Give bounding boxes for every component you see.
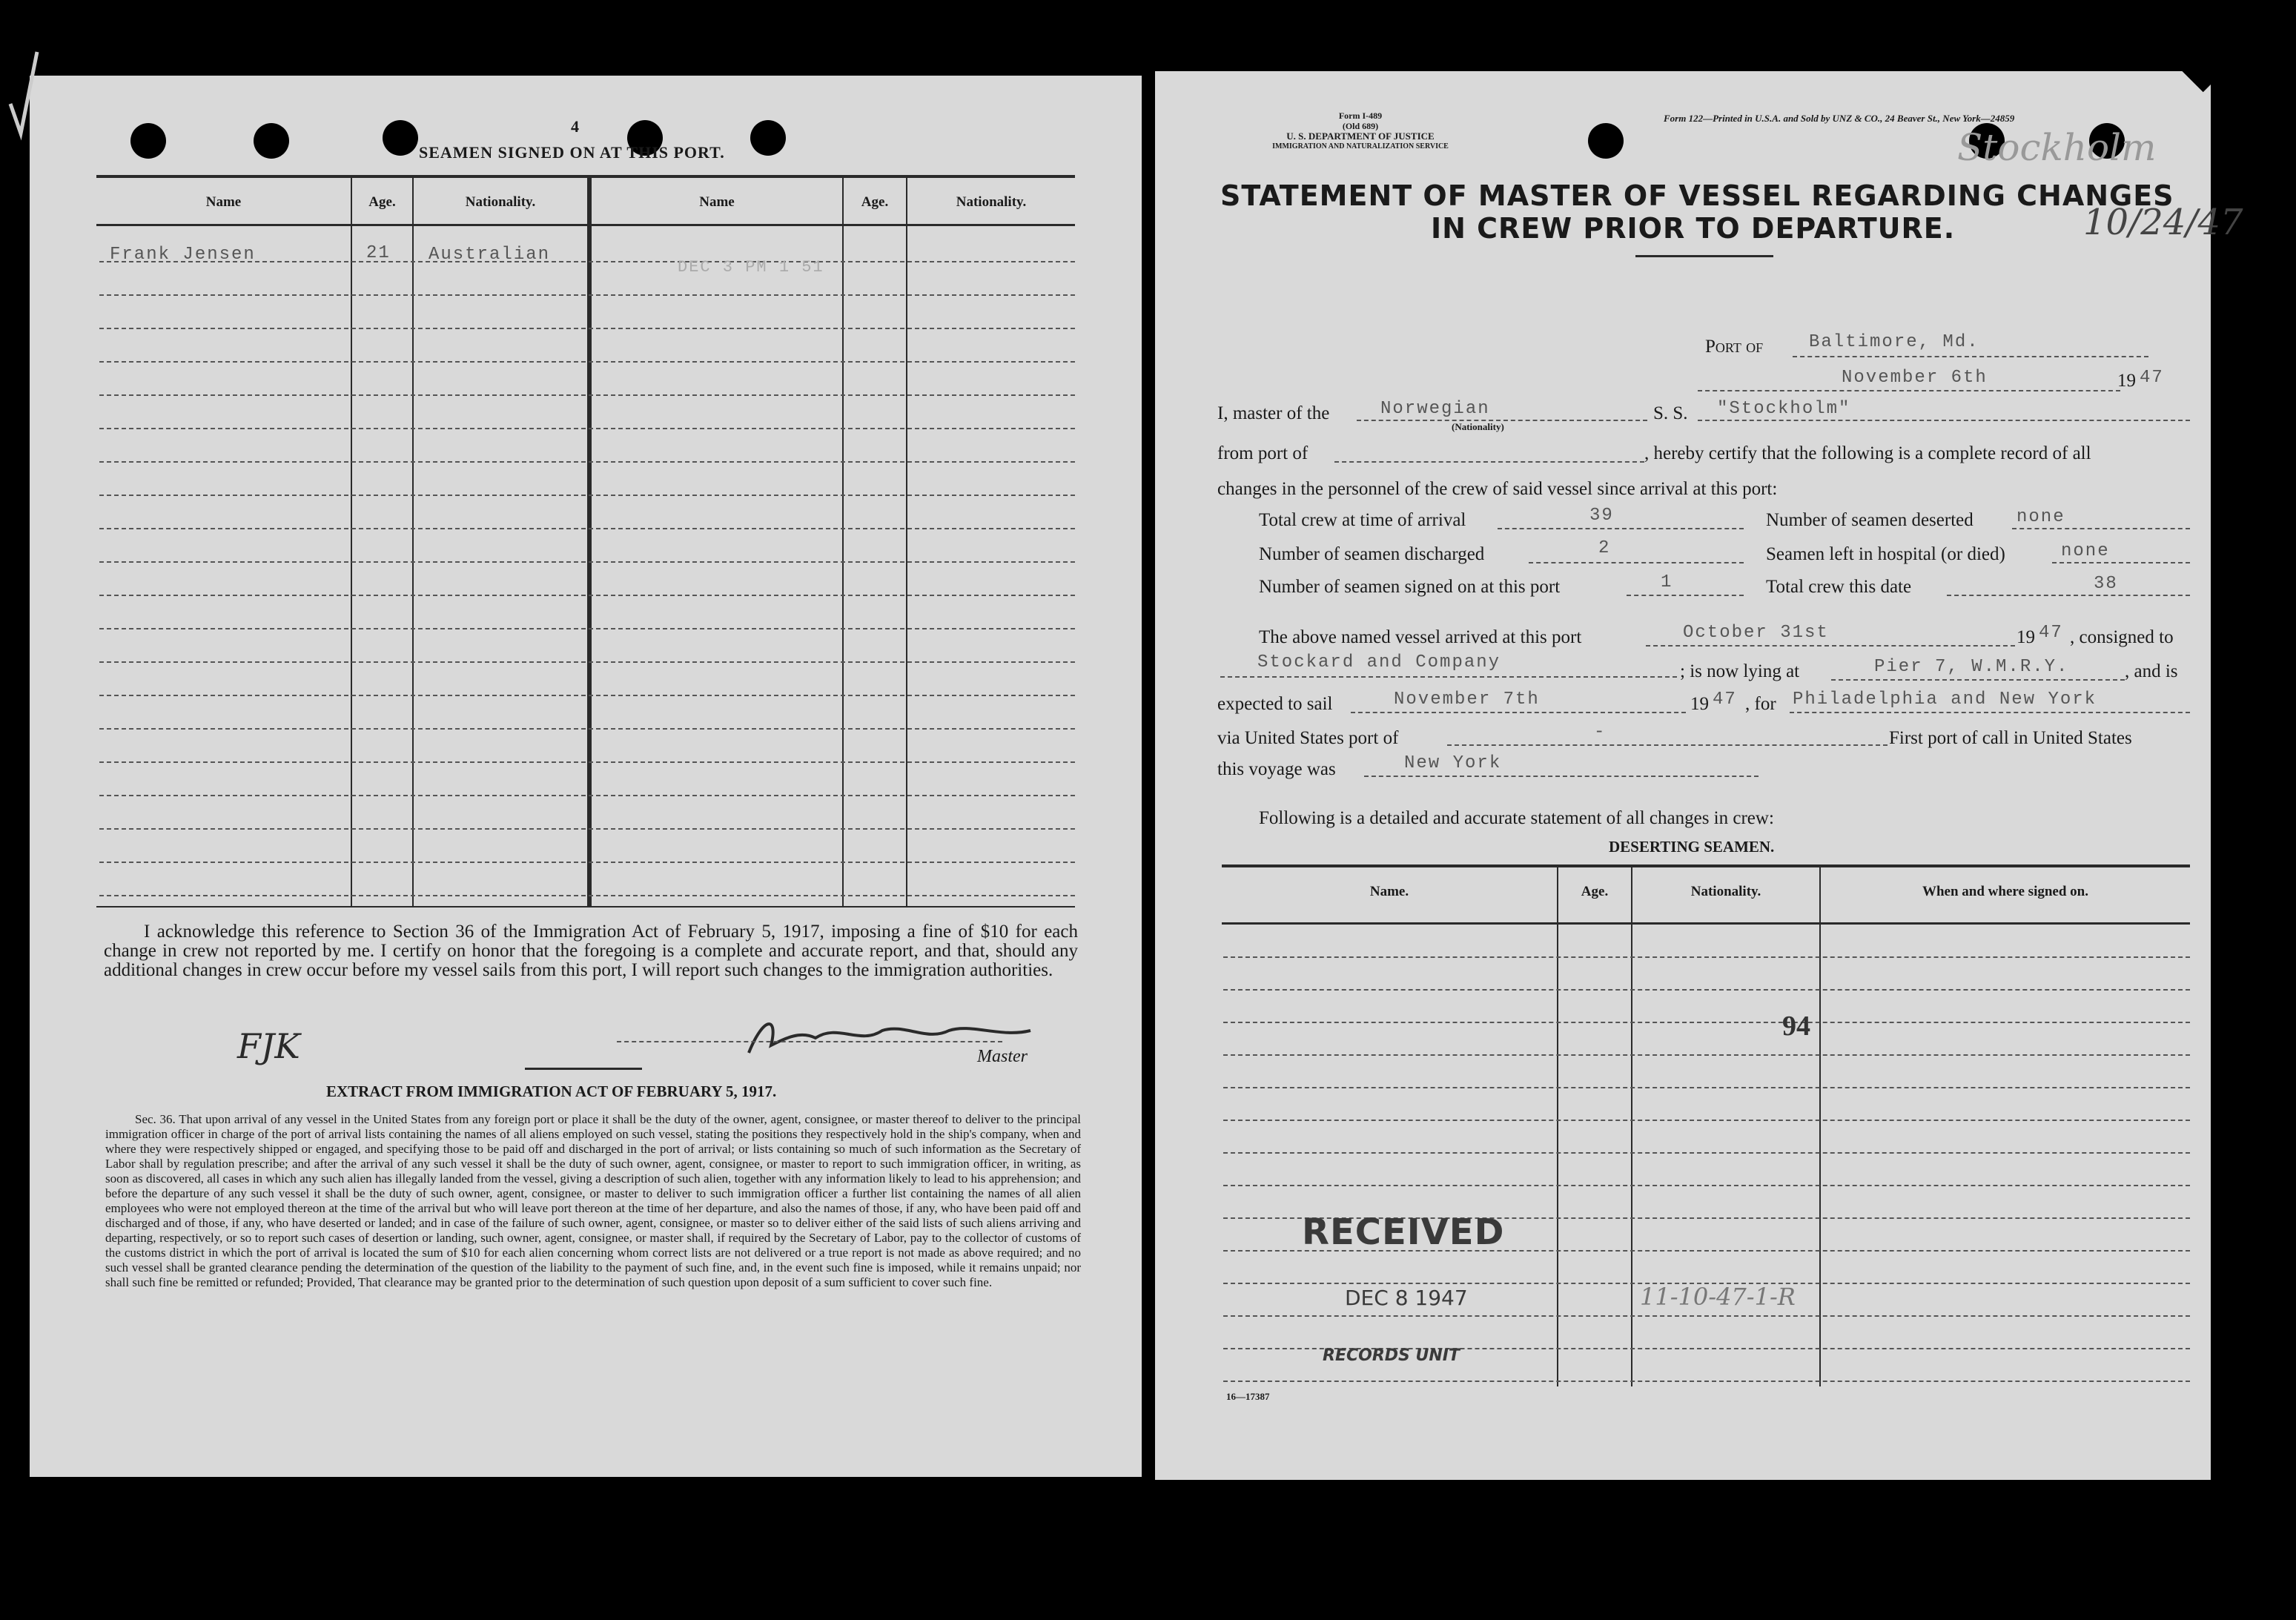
column-header-name: Name bbox=[205, 194, 242, 210]
ruling-line bbox=[99, 895, 1075, 896]
ruling-line bbox=[1223, 1022, 2190, 1023]
field-line bbox=[1529, 562, 1744, 563]
ruling-line bbox=[99, 495, 1075, 496]
ruling-line bbox=[1223, 1185, 2190, 1186]
date-field-line bbox=[1698, 390, 2120, 391]
ruling-line bbox=[1223, 1315, 2190, 1317]
consigned-label: , consigned to bbox=[2070, 627, 2174, 647]
arrived-value: October 31st bbox=[1683, 623, 1829, 643]
ruling-line bbox=[1223, 1152, 2190, 1154]
records-unit-stamp: RECORDS UNIT bbox=[1323, 1346, 1460, 1365]
year-prefix: 19 bbox=[2017, 627, 2035, 647]
ruling-line bbox=[99, 595, 1075, 596]
total-arrival-label: Total crew at time of arrival bbox=[1259, 510, 1466, 530]
deserted-value: none bbox=[2017, 507, 2065, 527]
column-divider bbox=[351, 178, 352, 906]
field-line bbox=[1646, 645, 2015, 647]
table-bottom-rule bbox=[96, 906, 1075, 907]
signature-line bbox=[617, 1041, 1002, 1042]
punch-hole bbox=[383, 120, 418, 156]
extract-text: Sec. 36. That upon arrival of any vessel in the United States from any foreign port or place it shall be the duty of the owner, agent, consignee, or master thereof to deliver to the principal immigration officer in charge of the port of arrival lists containing the names of all aliens employed on such vessel, stating the positions they respectively hold in the ship's company, when and where they were respectively shipped or engaged, and specifying those to be paid off and discharged in the port of arrival; or lists containing so much of such information as the Secretary of Labor shall by regulation prescribe; and after the arrival of any such vessel it shall be the duty of such owner, agent, consignee, or master to report to such immigration officer, in writing, as soon as discovered, all cases in which any such alien has illegally landed from the vessel, giving a description of such alien, together with any information likely to lead to his apprehension; and before the departure of any such vessel it shall be the duty of such owner, agent, consignee, or master to deliver to such immigration officer a further list containing the names of all alien employees who were not employed thereon at the time of the arrival but who will leave port thereon at the time of her departure, and also the names of those, if any, who have been paid off and discharged and of those, if any, who have deserted or landed; and in case of the failure of such owner, agent, consignee, or master so to deliver either of the said lists of such aliens arriving and departing, respectively, or so to report such cases of desertion or landing, such owner, agent, consignee, or master shall, if required by the Secretary of Labor, pay to the collector of customs of the customs district in which the port of arrival is located the sum of $10 for each alien concerning whom correct lists are not delivered or a true report is not made as above required; and no such vessel shall be granted clearance pending the determination of the question of the liability to the payment of such fine, and, in the event such fine is imposed, while it remains unpaid; nor shall such fine be remitted or refunded; Provided, That clearance may be granted prior to the determination of such question upon deposit of a sum sufficient to cover such fine. bbox=[105, 1112, 1081, 1289]
crew-name-cell: Frank Jensen bbox=[110, 245, 256, 265]
signed-on-value: 1 bbox=[1661, 572, 1673, 592]
year-prefix: 19 bbox=[1690, 694, 1709, 714]
form-title-line2: IN CREW PRIOR TO DEPARTURE. bbox=[1431, 212, 1956, 245]
ruling-line bbox=[99, 361, 1075, 363]
field-line bbox=[1627, 595, 1744, 596]
discharged-label: Number of seamen discharged bbox=[1259, 544, 1485, 564]
field-line bbox=[1498, 528, 1744, 529]
footer-code: 16—17387 bbox=[1226, 1391, 1270, 1402]
table-top-rule bbox=[1222, 864, 2190, 867]
expected-value: November 7th bbox=[1394, 690, 1540, 710]
column-header-signed-on: When and where signed on. bbox=[1922, 884, 2088, 899]
field-line bbox=[1447, 744, 1888, 746]
ruling-line bbox=[99, 761, 1075, 763]
punch-hole bbox=[254, 123, 289, 159]
column-divider bbox=[1631, 867, 1632, 1386]
total-arrival-value: 39 bbox=[1589, 506, 1614, 526]
for-label: , for bbox=[1745, 694, 1776, 714]
field-line bbox=[2012, 528, 2190, 529]
changes-text: changes in the personnel of the crew of said vessel since arrival at this port: bbox=[1217, 479, 1778, 499]
lying-label: ; is now lying at bbox=[1680, 661, 1800, 681]
form-number: Form I-489 bbox=[1338, 110, 1383, 121]
field-line bbox=[2052, 562, 2190, 563]
ship-field-line bbox=[1698, 420, 2190, 421]
lying-value: Pier 7, W.M.R.Y. bbox=[1874, 657, 2069, 677]
table-header-rule bbox=[1222, 922, 2190, 925]
voyage-label: this voyage was bbox=[1217, 759, 1336, 779]
ruling-line bbox=[1223, 956, 2190, 958]
date-value: November 6th bbox=[1842, 368, 1988, 388]
hospital-value: none bbox=[2061, 541, 2110, 561]
year-prefix: 19 bbox=[2117, 371, 2136, 391]
column-divider bbox=[842, 178, 844, 906]
deserting-heading: DESERTING SEAMEN. bbox=[1609, 838, 1775, 856]
handwritten-code: 11-10-47-1-R bbox=[1640, 1283, 1796, 1311]
service-name: IMMIGRATION AND NATURALIZATION SERVICE bbox=[1272, 142, 1449, 151]
handwritten-date: 10/24/47 bbox=[2083, 202, 2243, 243]
punch-hole bbox=[130, 123, 166, 159]
nationality-caption: (Nationality) bbox=[1452, 421, 1504, 432]
received-date: DEC 8 1947 bbox=[1345, 1286, 1468, 1310]
column-header-age: Age. bbox=[368, 194, 396, 210]
initials-signature: FJK bbox=[237, 1026, 300, 1066]
master-label: Master bbox=[977, 1047, 1028, 1066]
form-old-number: (Old 689) bbox=[1342, 121, 1379, 131]
check-mark-icon bbox=[4, 44, 42, 141]
handwritten-ship-name: Stockholm bbox=[1957, 126, 2157, 169]
ruling-line bbox=[99, 862, 1075, 863]
master-of-label: I, master of the bbox=[1217, 403, 1330, 423]
from-port-label: from port of bbox=[1217, 443, 1309, 463]
title-underline bbox=[1635, 255, 1773, 257]
discharged-value: 2 bbox=[1598, 538, 1611, 558]
ss-label: S. S. bbox=[1653, 403, 1688, 423]
following-text: Following is a detailed and accurate statement of all changes in crew: bbox=[1259, 808, 1774, 828]
hospital-label: Seamen left in hospital (or died) bbox=[1766, 544, 2005, 564]
field-line bbox=[1947, 595, 2190, 596]
ruling-line bbox=[99, 561, 1075, 563]
nationality-value: Norwegian bbox=[1380, 399, 1490, 419]
column-header-nationality: Nationality. bbox=[1690, 884, 1761, 899]
date-stamp: DEC 3 PM 1 51 bbox=[678, 258, 824, 277]
ruling-line bbox=[99, 628, 1075, 629]
column-header-nationality: Nationality. bbox=[465, 194, 536, 210]
total-date-value: 38 bbox=[2094, 574, 2118, 594]
ruling-line bbox=[99, 394, 1075, 396]
arrived-label: The above named vessel arrived at this port bbox=[1259, 627, 1582, 647]
ruling-line bbox=[99, 328, 1075, 329]
ruling-line bbox=[99, 795, 1075, 796]
from-port-field-line bbox=[1334, 461, 1644, 463]
port-label: Port of bbox=[1705, 337, 1764, 357]
ruling-line bbox=[99, 828, 1075, 830]
punch-hole bbox=[750, 120, 786, 156]
printer-note: Form 122—Printed in U.S.A. and Sold by UNZ & CO., 24 Beaver St., New York—24859 bbox=[1664, 113, 2015, 124]
form-title-line1: STATEMENT OF MASTER OF VESSEL REGARDING CHANGES bbox=[1220, 179, 2174, 212]
acknowledgement-text: I acknowledge this reference to Section 36 of the Immigration Act of February 5, 1917, imposing a fine of $10 for each change in crew not reported by me. I certify on honor that the foregoing is a complete and accurate report, and that, should any additional changes in crew occur before my vessel sails from this port, I will report such changes to the immigration authorities. bbox=[104, 922, 1078, 980]
crew-age-cell: 21 bbox=[366, 243, 391, 263]
ruling-line bbox=[99, 661, 1075, 663]
certify-text: , hereby certify that the following is a complete record of all bbox=[1644, 443, 2091, 463]
table-top-rule bbox=[96, 175, 1075, 178]
column-divider bbox=[1819, 867, 1821, 1386]
ruling-line bbox=[99, 728, 1075, 730]
ruling-line bbox=[1223, 1054, 2190, 1056]
for-value: Philadelphia and New York bbox=[1793, 690, 2097, 710]
consignee-value: Stockard and Company bbox=[1257, 652, 1501, 672]
ruling-line bbox=[99, 294, 1075, 296]
department-name: U. S. DEPARTMENT OF JUSTICE bbox=[1286, 130, 1435, 142]
via-label: via United States port of bbox=[1217, 728, 1399, 748]
arrived-year: 47 bbox=[2039, 623, 2063, 643]
ruling-line bbox=[1223, 1120, 2190, 1121]
ruling-line bbox=[1223, 1381, 2190, 1382]
first-port-label: First port of call in United States bbox=[1889, 728, 2132, 748]
punch-hole bbox=[1588, 123, 1624, 159]
crew-nationality-cell: Australian bbox=[429, 245, 551, 265]
and-is-label: , and is bbox=[2125, 661, 2178, 681]
signature-line bbox=[525, 1068, 642, 1070]
field-line bbox=[1831, 679, 2125, 681]
column-divider bbox=[906, 178, 907, 906]
expected-label: expected to sail bbox=[1217, 694, 1333, 714]
column-header-nationality: Nationality. bbox=[956, 194, 1027, 210]
field-line bbox=[1220, 676, 1677, 678]
year-value: 47 bbox=[2140, 368, 2164, 388]
received-stamp: RECEIVED bbox=[1302, 1211, 1505, 1253]
column-header-name: Name. bbox=[1369, 884, 1409, 899]
column-divider bbox=[412, 178, 414, 906]
field-line bbox=[1351, 712, 1686, 713]
port-value: Baltimore, Md. bbox=[1809, 332, 1979, 352]
extract-heading: EXTRACT FROM IMMIGRATION ACT OF FEBRUARY 5, 1917. bbox=[326, 1082, 777, 1100]
deserted-label: Number of seamen deserted bbox=[1766, 510, 1974, 530]
ruling-line bbox=[99, 528, 1075, 529]
ship-name-value: "Stockholm" bbox=[1717, 399, 1851, 419]
column-header-name: Name bbox=[699, 194, 735, 210]
ruling-line bbox=[1223, 989, 2190, 991]
page-number: 4 bbox=[571, 117, 579, 136]
column-header-age: Age. bbox=[861, 194, 889, 210]
seamen-signed-heading: SEAMEN SIGNED ON AT THIS PORT. bbox=[419, 143, 725, 162]
ruling-line bbox=[99, 461, 1075, 463]
stamp-number: 94 bbox=[1782, 1011, 1810, 1042]
column-divider bbox=[587, 178, 592, 906]
field-line bbox=[1790, 712, 2190, 713]
field-line bbox=[1364, 776, 1759, 777]
ruling-line bbox=[99, 428, 1075, 429]
total-date-label: Total crew this date bbox=[1766, 577, 1912, 597]
ruling-line bbox=[99, 695, 1075, 696]
via-value: - bbox=[1594, 722, 1607, 742]
expected-year: 47 bbox=[1713, 690, 1737, 710]
ruling-line bbox=[1223, 1087, 2190, 1088]
table-header-rule bbox=[96, 224, 1075, 226]
signed-on-label: Number of seamen signed on at this port bbox=[1259, 577, 1561, 597]
port-field-line bbox=[1793, 356, 2148, 357]
column-divider bbox=[1557, 867, 1558, 1386]
column-header-age: Age. bbox=[1581, 884, 1609, 899]
voyage-value: New York bbox=[1404, 753, 1502, 773]
